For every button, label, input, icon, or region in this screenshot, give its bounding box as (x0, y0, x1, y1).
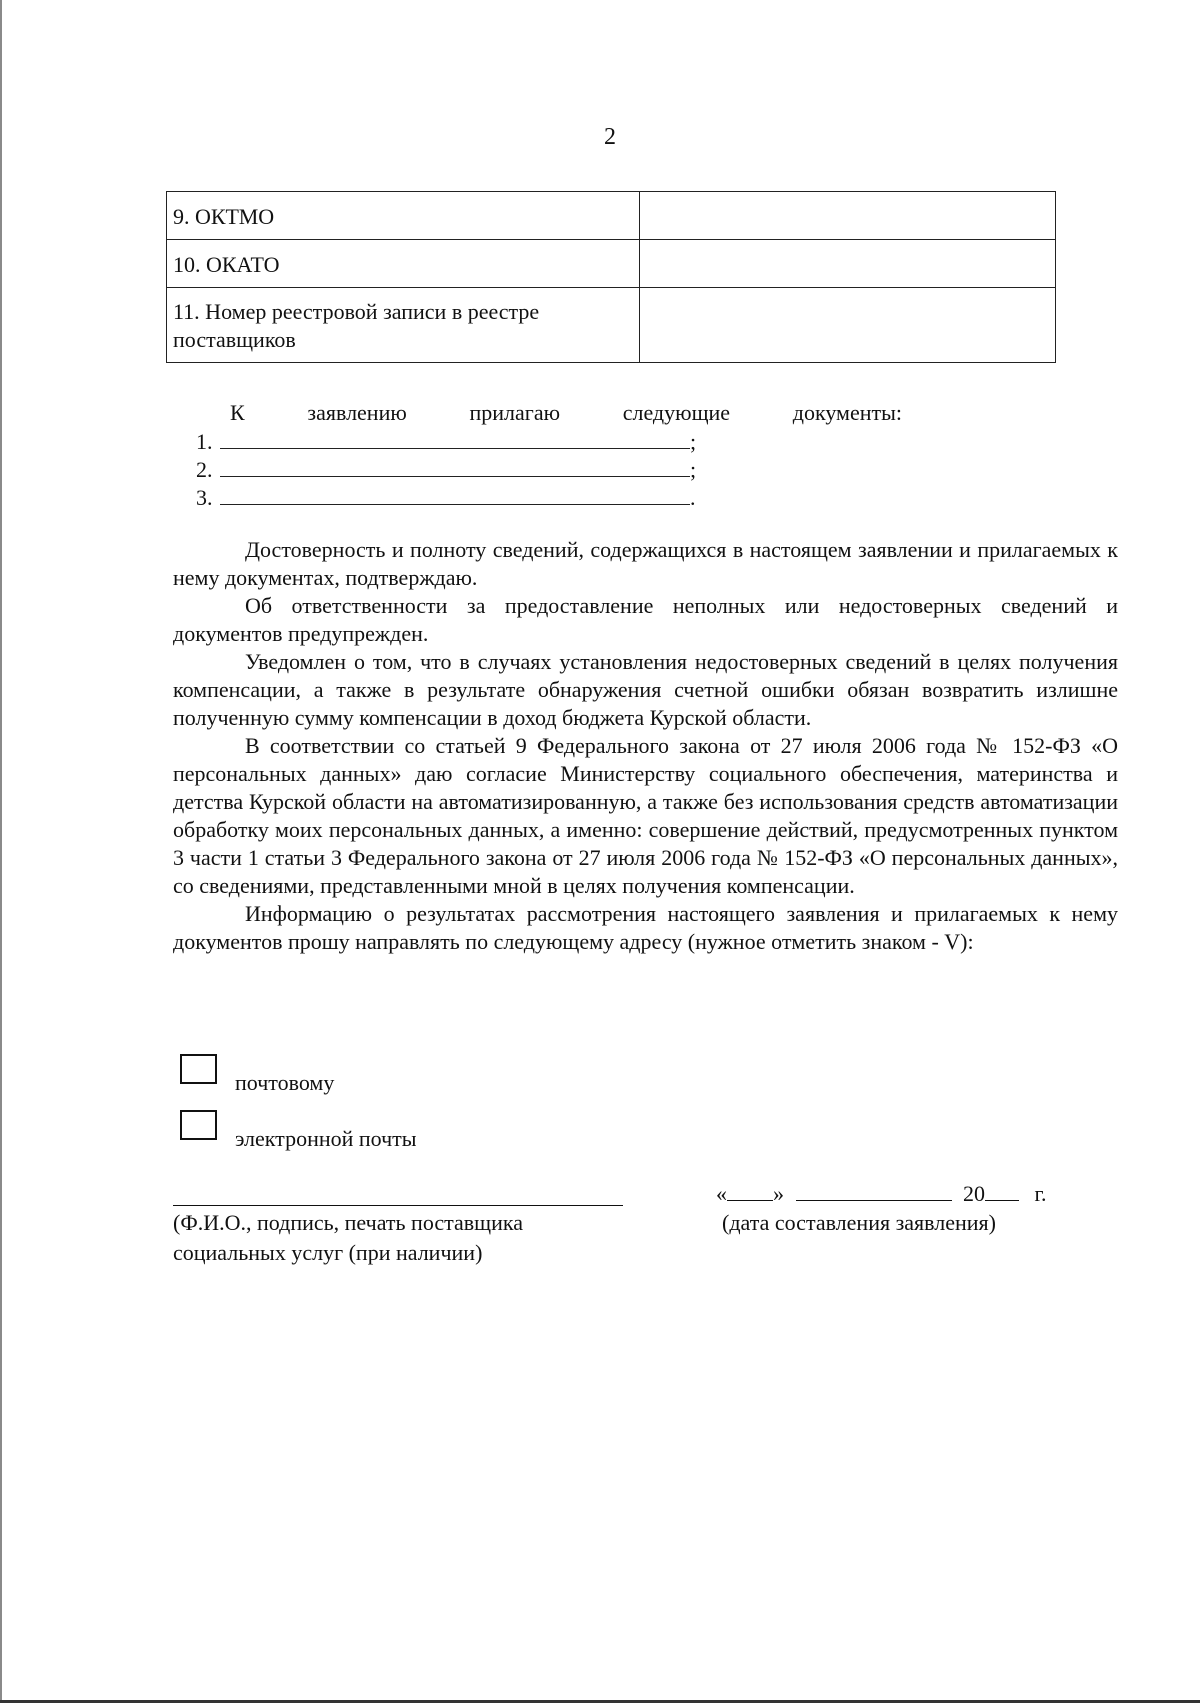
table-value-okato[interactable] (640, 240, 1056, 288)
attachment-end-mark: ; (690, 429, 697, 454)
info-table (166, 191, 1056, 363)
postal-option-label: почтовому (235, 1070, 335, 1095)
postal-checkbox[interactable] (180, 1054, 217, 1084)
attachments-heading-word: заявлению (307, 400, 407, 425)
attachment-item-3[interactable] (196, 484, 696, 512)
email-option-label: электронной почты (235, 1126, 417, 1151)
signature-caption-line2: социальных услуг (при наличии) (173, 1240, 483, 1265)
table-row (167, 192, 1056, 240)
table-value-oktmo[interactable] (640, 192, 1056, 240)
registry-label-line1: 11. Номер реестровой записи в реестре (173, 299, 540, 324)
table-label-registry-number (167, 288, 640, 363)
date-field[interactable] (716, 1180, 1047, 1207)
body-text (173, 536, 1118, 956)
attachments-heading-word: следующие (622, 400, 731, 425)
attachments-heading-word: прилагаю (469, 400, 561, 425)
page-number: 2 (604, 124, 616, 150)
signature-line[interactable] (173, 1205, 623, 1206)
scan-edge-left (0, 0, 2, 1703)
date-open-quote: « (716, 1181, 727, 1206)
date-day-blank[interactable] (727, 1180, 773, 1201)
table-value-registry-number[interactable] (640, 288, 1056, 363)
signature-caption-line1: (Ф.И.О., подпись, печать поставщика (173, 1210, 524, 1235)
registry-label-line2: поставщиков (173, 327, 296, 352)
attachment-blank-line[interactable] (220, 428, 690, 449)
attachment-item-1[interactable] (196, 428, 696, 456)
date-year-blank[interactable] (985, 1180, 1019, 1201)
attachment-blank-line[interactable] (220, 456, 690, 477)
paragraph-accuracy: Достоверность и полноту сведений, содержащихся в настоящем заявлении и прилагаемых к нему документах, подтверждаю. (173, 537, 1118, 590)
attachment-end-mark: ; (690, 457, 697, 482)
attachment-item-2[interactable] (196, 456, 696, 484)
attachment-number: 3. (196, 485, 213, 510)
paragraph-consent: В соответствии со статьей 9 Федерального закона от 27 июля 2006 года № 152-ФЗ «О персональных данных» даю согласие Министерству социального обеспечения, материнства и детства Курской области на автоматизированную, а также без использования средств автоматизации обработку моих персональных данных, а именно: совершение действий, предусмотренных пунктом 3 части 1 статьи 3 Федерального закона от 27 июля 2006 года № 152-ФЗ «О персональных данных», со сведениями, представленными мной в целях получения компенсации. (173, 733, 1118, 898)
attachment-end-mark: . (690, 485, 696, 510)
attachment-blank-line[interactable] (220, 484, 690, 505)
date-month-blank[interactable] (796, 1180, 952, 1201)
table-row (167, 288, 1056, 363)
paragraph-notice: Уведомлен о том, что в случаях установления недостоверных сведений в целях получения компенсации, а также в результате обнаружения счетной ошибки обязан возвратить излишне полученную сумму компенсации в доход бюджета Курской области. (173, 649, 1118, 730)
signature-caption (173, 1208, 523, 1268)
date-close-quote: » (773, 1181, 784, 1206)
attachments-heading (230, 400, 902, 426)
attachment-number: 1. (196, 429, 213, 454)
date-caption: (дата составления заявления) (722, 1210, 997, 1235)
email-checkbox[interactable] (180, 1110, 217, 1140)
date-year-suffix: г. (1034, 1181, 1047, 1206)
table-row (167, 240, 1056, 288)
table-label-okato: 10. ОКАТО (167, 240, 640, 288)
table-label-oktmo: 9. ОКТМО (167, 192, 640, 240)
paragraph-responsibility: Об ответственности за предоставление неполных или недостоверных сведений и документов предупрежден. (173, 593, 1118, 646)
paragraph-delivery: Информацию о результатах рассмотрения настоящего заявления и прилагаемых к нему документов прошу направлять по следующему адресу (нужное отметить знаком - V): (173, 901, 1118, 954)
date-year-prefix: 20 (963, 1181, 985, 1206)
attachments-heading-word: К (230, 400, 245, 425)
attachment-number: 2. (196, 457, 213, 482)
attachments-heading-word: документы: (792, 400, 902, 425)
